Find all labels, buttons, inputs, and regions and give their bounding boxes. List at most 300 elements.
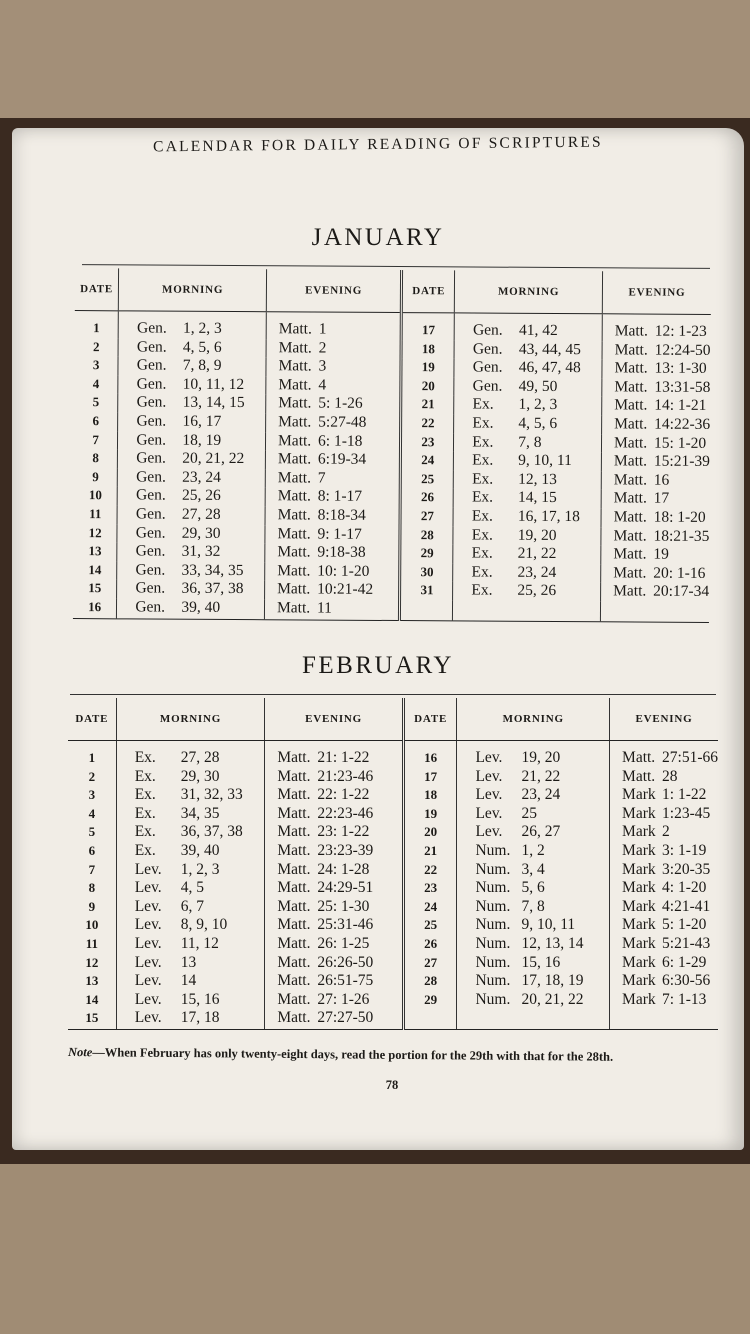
book-name: Matt. xyxy=(277,1009,311,1027)
chapter-reference: 39, 40 xyxy=(181,598,221,616)
book-name: Mark xyxy=(622,934,656,952)
evening-cell xyxy=(610,954,718,973)
chapter-reference: 10, 11, 12 xyxy=(182,375,245,393)
book-name: Matt. xyxy=(613,526,647,545)
chapter-reference: 8, 9, 10 xyxy=(180,916,228,934)
book-name: Matt. xyxy=(278,338,312,357)
book-name: Matt. xyxy=(614,340,648,359)
date-cell: 6 xyxy=(92,413,100,429)
date-cell: 11 xyxy=(85,935,98,951)
morning-cell xyxy=(453,526,601,545)
book-name: Matt. xyxy=(613,452,648,470)
chapter-reference: 5: 1-26 xyxy=(318,394,363,413)
book-name: Matt. xyxy=(278,357,312,375)
morning-cell xyxy=(457,916,610,935)
morning-cell xyxy=(454,470,602,489)
morning-cell xyxy=(457,954,610,973)
evening-cell xyxy=(265,432,401,451)
chapter-reference: 1, 2 xyxy=(521,841,545,859)
morning-cell xyxy=(116,935,265,954)
chapter-reference: 4, 5, 6 xyxy=(182,338,222,356)
evening-cell xyxy=(610,991,718,1010)
morning-cell xyxy=(116,842,265,861)
date-cell: 14 xyxy=(85,991,99,1007)
chapter-reference: 23:23-39 xyxy=(317,841,374,859)
book-name: Matt. xyxy=(613,508,647,526)
evening-cell xyxy=(601,508,710,527)
chapter-reference: 19 xyxy=(653,545,669,563)
date-cell: 3 xyxy=(88,787,96,803)
morning-cell xyxy=(116,823,265,842)
chapter-reference: 9:18-38 xyxy=(317,543,366,561)
chapter-reference: 19, 20 xyxy=(521,749,561,766)
chapter-reference: 20:17-34 xyxy=(653,582,710,601)
chapter-reference: 23, 24 xyxy=(182,468,221,486)
morning-cell xyxy=(457,823,610,842)
book-name: Matt. xyxy=(277,524,311,543)
evening-cell xyxy=(265,786,403,805)
book-name: Matt. xyxy=(622,767,656,785)
chapter-reference: 10:21-42 xyxy=(317,580,374,599)
morning-cell xyxy=(457,842,610,861)
book-name: Gen. xyxy=(135,598,166,616)
book-name: Lev. xyxy=(134,934,162,952)
chapter-reference: 9: 1-17 xyxy=(317,525,362,543)
chapter-reference: 4 xyxy=(318,376,327,394)
book-name: Matt. xyxy=(277,487,311,505)
header-evening: EVENING xyxy=(602,271,711,314)
evening-cell xyxy=(610,805,718,824)
book-name: Ex. xyxy=(472,451,494,469)
date-cell: 9 xyxy=(88,898,96,914)
evening-cell xyxy=(265,861,403,880)
book-name: Lev. xyxy=(134,953,162,971)
book-name: Gen. xyxy=(135,561,166,579)
chapter-reference: 41, 42 xyxy=(518,321,558,340)
chapter-reference: 6: 1-18 xyxy=(318,432,363,450)
evening-cell xyxy=(266,357,402,376)
chapter-reference: 46, 47, 48 xyxy=(518,358,581,377)
chapter-reference: 13, 14, 15 xyxy=(182,394,245,412)
book-name: Ex. xyxy=(471,581,493,599)
date-cell: 11 xyxy=(89,506,102,522)
date-cell: 25 xyxy=(403,916,457,935)
book-name: Mark xyxy=(622,786,656,804)
evening-cell xyxy=(265,935,403,954)
book-name: Matt. xyxy=(613,471,648,489)
morning-cell xyxy=(454,359,602,378)
table-row xyxy=(68,935,718,954)
book-name: Mark xyxy=(622,879,656,897)
header-morning: MORNING xyxy=(455,270,603,313)
chapter-reference: 4, 5 xyxy=(180,879,204,897)
evening-cell xyxy=(265,488,401,507)
chapter-reference: 25, 26 xyxy=(517,582,557,600)
table-row xyxy=(68,786,718,805)
chapter-reference: 26:51-75 xyxy=(317,972,374,990)
february-top-rule xyxy=(70,694,716,695)
morning-cell xyxy=(118,311,266,339)
chapter-reference: 7: 1-13 xyxy=(662,990,707,1008)
chapter-reference: 6: 1-29 xyxy=(662,953,707,971)
book-name: Matt. xyxy=(278,376,312,394)
book-name: Matt. xyxy=(277,916,311,934)
book-name: Matt. xyxy=(277,879,311,897)
evening-cell xyxy=(265,991,403,1010)
book-name: Mark xyxy=(622,953,656,971)
chapter-reference: 27:27-50 xyxy=(317,1009,374,1027)
february-table xyxy=(68,698,718,1030)
chapter-reference: 31, 32 xyxy=(181,542,221,561)
book-name: Ex. xyxy=(134,841,156,859)
chapter-reference: 5:27-48 xyxy=(318,413,367,431)
book-name: Num. xyxy=(475,972,511,990)
book-name: Lev. xyxy=(134,897,162,915)
chapter-reference: 4, 5, 6 xyxy=(518,414,558,432)
footnote-text: —When February has only twenty-eight days, read the portion for the 29th with that for the 28th. xyxy=(92,1045,614,1064)
chapter-reference: 27, 28 xyxy=(180,749,220,766)
chapter-reference: 27, 28 xyxy=(181,505,221,523)
date-cell: 30 xyxy=(400,563,453,582)
chapter-reference: 1, 2, 3 xyxy=(518,396,558,414)
evening-cell xyxy=(600,601,709,622)
book-name: Gen. xyxy=(472,358,503,376)
date-cell: 18 xyxy=(403,786,457,805)
date-cell: 7 xyxy=(92,431,99,447)
date-cell: 25 xyxy=(401,470,454,489)
book-name: Ex. xyxy=(472,395,494,413)
date-cell: 29 xyxy=(403,991,457,1010)
date-cell: 5 xyxy=(88,824,96,840)
date-cell: 19 xyxy=(403,805,457,824)
evening-cell xyxy=(601,490,710,509)
evening-cell xyxy=(265,450,401,469)
evening-cell xyxy=(601,564,710,583)
chapter-reference: 14, 15 xyxy=(517,489,557,507)
date-cell: 20 xyxy=(401,377,454,396)
morning-cell xyxy=(457,991,610,1010)
chapter-reference: 26, 27 xyxy=(521,823,561,841)
morning-cell xyxy=(457,805,610,824)
book-name: Matt. xyxy=(614,359,648,377)
date-cell: 20 xyxy=(403,823,457,842)
date-cell: 26 xyxy=(403,935,457,954)
morning-cell xyxy=(116,991,265,1010)
morning-cell xyxy=(116,741,265,768)
january-title: JANUARY xyxy=(311,224,445,251)
morning-cell xyxy=(118,394,266,413)
chapter-reference: 15, 16 xyxy=(180,990,220,1008)
date-cell: 12 xyxy=(88,524,102,540)
book-name: Gen. xyxy=(136,356,167,374)
chapter-reference: 43, 44, 45 xyxy=(518,340,581,358)
book-name: Num. xyxy=(475,879,511,897)
chapter-reference: 36, 37, 38 xyxy=(180,823,243,841)
chapter-reference: 11, 12 xyxy=(180,934,219,952)
chapter-reference: 1:23-45 xyxy=(662,804,711,822)
date-cell: 28 xyxy=(403,972,457,991)
date-cell: 5 xyxy=(92,394,100,410)
book-name: Lev. xyxy=(475,786,503,804)
table-row xyxy=(68,898,718,917)
evening-cell xyxy=(610,861,718,880)
evening-cell xyxy=(610,1009,718,1029)
date-cell: 17 xyxy=(402,313,455,340)
morning-cell xyxy=(453,582,601,601)
morning-cell xyxy=(457,898,610,917)
book-name: Lev. xyxy=(134,1009,162,1027)
chapter-reference: 7 xyxy=(317,469,326,487)
morning-cell xyxy=(116,879,265,898)
evening-cell xyxy=(265,805,403,824)
chapter-reference: 7, 8 xyxy=(521,897,545,915)
book-name: Num. xyxy=(475,860,511,878)
chapter-reference: 11 xyxy=(316,599,333,617)
date-cell: 26 xyxy=(401,488,454,507)
header-evening: EVENING xyxy=(265,698,403,741)
evening-cell xyxy=(602,415,711,434)
table-row xyxy=(75,311,711,342)
chapter-reference: 20, 21, 22 xyxy=(521,990,584,1008)
evening-cell xyxy=(265,823,403,842)
book-name: Gen. xyxy=(135,523,166,542)
date-cell: 23 xyxy=(403,879,457,898)
date-cell: 21 xyxy=(401,395,454,414)
header-date: DATE xyxy=(402,270,455,313)
evening-cell xyxy=(610,935,718,954)
table-row xyxy=(68,823,718,842)
evening-cell xyxy=(602,359,711,378)
morning-cell xyxy=(454,452,602,471)
book-name: Matt. xyxy=(278,413,312,431)
book-name: Lev. xyxy=(134,860,162,878)
book-name: Matt. xyxy=(277,506,311,524)
chapter-reference: 17 xyxy=(653,489,670,508)
book-name: Gen. xyxy=(472,377,503,395)
chapter-reference: 12, 13 xyxy=(518,470,557,488)
evening-cell xyxy=(602,397,711,416)
morning-cell xyxy=(116,786,265,805)
date-cell: 10 xyxy=(85,917,99,933)
book-name: Mark xyxy=(622,972,656,990)
morning-cell xyxy=(457,879,610,898)
book-name: Lev. xyxy=(475,767,503,785)
evening-cell xyxy=(265,506,401,525)
chapter-reference: 34, 35 xyxy=(180,804,220,822)
morning-cell xyxy=(457,861,610,880)
morning-cell xyxy=(116,861,265,880)
book-name: Matt. xyxy=(622,749,656,766)
chapter-reference: 14: 1-21 xyxy=(654,396,707,415)
chapter-reference: 24: 1-28 xyxy=(317,860,370,878)
date-cell: 27 xyxy=(403,954,457,973)
table-row xyxy=(68,954,718,973)
chapter-reference: 21:23-46 xyxy=(317,767,374,785)
evening-cell xyxy=(266,413,402,432)
header-evening: EVENING xyxy=(266,269,402,312)
chapter-reference: 6, 7 xyxy=(180,897,204,915)
book-name: Lev. xyxy=(134,990,162,1008)
date-cell: 4 xyxy=(92,375,100,391)
morning-cell xyxy=(453,489,601,508)
morning-cell xyxy=(457,935,610,954)
header-morning: MORNING xyxy=(457,698,610,741)
book-name: Matt. xyxy=(277,897,311,915)
date-cell: 19 xyxy=(401,358,454,377)
book-name: Gen. xyxy=(136,431,167,449)
evening-cell xyxy=(265,768,403,787)
chapter-reference: 16, 17, 18 xyxy=(517,507,580,526)
date-cell: 3 xyxy=(92,357,100,373)
evening-cell xyxy=(610,768,718,787)
morning-cell xyxy=(117,505,265,524)
book-name: Lev. xyxy=(475,823,503,841)
date-cell: 13 xyxy=(85,973,99,989)
book-name: Lev. xyxy=(134,916,162,934)
chapter-reference: 14:22-36 xyxy=(654,415,711,433)
evening-cell xyxy=(610,786,718,805)
date-cell: 29 xyxy=(400,544,453,563)
book-name: Matt. xyxy=(614,378,648,396)
chapter-reference: 25: 1-30 xyxy=(317,897,370,915)
chapter-reference: 5, 6 xyxy=(521,879,545,897)
date-cell: 2 xyxy=(88,768,96,784)
evening-cell xyxy=(265,469,401,488)
chapter-reference: 29, 30 xyxy=(180,767,220,785)
evening-cell xyxy=(610,879,718,898)
date-cell xyxy=(400,600,453,620)
book-name: Ex. xyxy=(471,507,494,525)
chapter-reference: 3, 4 xyxy=(521,860,545,878)
header-date: DATE xyxy=(75,268,119,311)
book-name: Matt. xyxy=(278,431,312,450)
chapter-reference: 1, 2, 3 xyxy=(180,860,220,878)
date-cell: 15 xyxy=(68,1009,116,1029)
table-row xyxy=(68,861,718,880)
book-name: Gen. xyxy=(472,340,503,358)
table-row xyxy=(68,991,718,1010)
book-name: Matt. xyxy=(277,580,311,598)
chapter-reference: 4:21-41 xyxy=(662,897,711,915)
book-name: Lev. xyxy=(475,749,503,766)
book-name: Matt. xyxy=(277,786,311,804)
book-name: Lev. xyxy=(134,972,162,990)
chapter-reference: 3:20-35 xyxy=(662,860,711,878)
table-row xyxy=(68,972,718,991)
book-name: Gen. xyxy=(136,449,167,467)
table-row xyxy=(68,805,718,824)
date-cell: 28 xyxy=(400,526,453,545)
book-name: Lev. xyxy=(134,879,162,897)
evening-cell xyxy=(610,972,718,991)
chapter-reference: 12: 1-23 xyxy=(654,322,707,340)
date-cell: 14 xyxy=(88,561,102,577)
evening-cell xyxy=(601,471,710,490)
book-name: Gen. xyxy=(136,375,167,393)
chapter-reference: 20, 21, 22 xyxy=(182,449,245,468)
chapter-reference: 25:31-46 xyxy=(317,916,374,934)
chapter-reference: 39, 40 xyxy=(180,841,220,859)
date-cell: 9 xyxy=(92,468,99,484)
morning-cell xyxy=(116,805,265,824)
date-cell: 16 xyxy=(73,598,117,618)
evening-cell xyxy=(265,879,403,898)
book-name: Num. xyxy=(475,897,511,915)
book-name: Ex. xyxy=(134,804,156,822)
book-name: Ex. xyxy=(471,526,493,544)
morning-cell xyxy=(118,412,266,431)
evening-cell xyxy=(602,314,711,342)
evening-cell xyxy=(601,545,710,564)
header-date: DATE xyxy=(68,698,116,741)
book-name: Matt. xyxy=(277,990,311,1008)
chapter-reference: 18:21-35 xyxy=(653,527,710,545)
date-cell: 24 xyxy=(403,898,457,917)
chapter-reference: 12, 13, 14 xyxy=(521,934,584,952)
book-name: Ex. xyxy=(471,544,493,562)
footnote-label: Note xyxy=(67,1045,93,1060)
book-name: Matt. xyxy=(614,433,648,452)
chapter-reference: 17, 18 xyxy=(180,1009,220,1027)
book-name: Gen. xyxy=(137,319,167,337)
date-cell: 2 xyxy=(92,338,100,354)
evening-cell xyxy=(266,395,402,414)
footnote xyxy=(68,1045,748,1066)
evening-cell xyxy=(266,339,402,358)
evening-cell xyxy=(602,341,711,360)
morning-cell xyxy=(454,414,602,433)
date-cell: 24 xyxy=(401,451,454,470)
evening-cell xyxy=(265,916,403,935)
chapter-reference: 25, 26 xyxy=(181,487,221,505)
book-name: Matt. xyxy=(277,469,312,487)
page-header: CALENDAR FOR DAILY READING OF SCRIPTURES xyxy=(153,133,603,156)
morning-cell xyxy=(453,563,601,582)
header-morning: MORNING xyxy=(119,268,267,311)
chapter-reference: 1: 1-22 xyxy=(662,786,707,804)
morning-cell xyxy=(118,431,266,450)
book-name: Mark xyxy=(622,841,656,859)
chapter-reference: 23: 1-22 xyxy=(317,823,370,841)
chapter-reference: 6:30-56 xyxy=(662,972,711,990)
chapter-reference: 16, 17 xyxy=(182,412,222,430)
book-name: Matt. xyxy=(277,841,311,859)
chapter-reference: 9, 10, 11 xyxy=(518,451,572,470)
chapter-reference: 31, 32, 33 xyxy=(180,786,243,804)
evening-cell xyxy=(610,741,718,768)
book-name: Matt. xyxy=(277,767,311,785)
morning-cell xyxy=(454,313,602,341)
table-row xyxy=(68,1009,718,1029)
chapter-reference: 13: 1-30 xyxy=(654,359,707,378)
background-top xyxy=(0,0,750,118)
evening-cell xyxy=(601,527,710,546)
book-name: Matt. xyxy=(614,415,648,433)
book-name: Matt. xyxy=(277,749,311,766)
book-name: Ex. xyxy=(134,786,156,804)
morning-cell xyxy=(118,357,266,376)
book-name: Matt. xyxy=(613,545,647,563)
book-name: Gen. xyxy=(135,486,166,504)
date-cell: 16 xyxy=(403,741,457,768)
book-name: Gen. xyxy=(135,542,166,560)
date-cell: 18 xyxy=(401,340,454,359)
chapter-reference: 20: 1-16 xyxy=(653,564,706,582)
morning-cell xyxy=(457,768,610,787)
evening-cell xyxy=(601,452,710,471)
date-cell: 10 xyxy=(88,487,102,503)
book-name: Num. xyxy=(475,934,511,952)
